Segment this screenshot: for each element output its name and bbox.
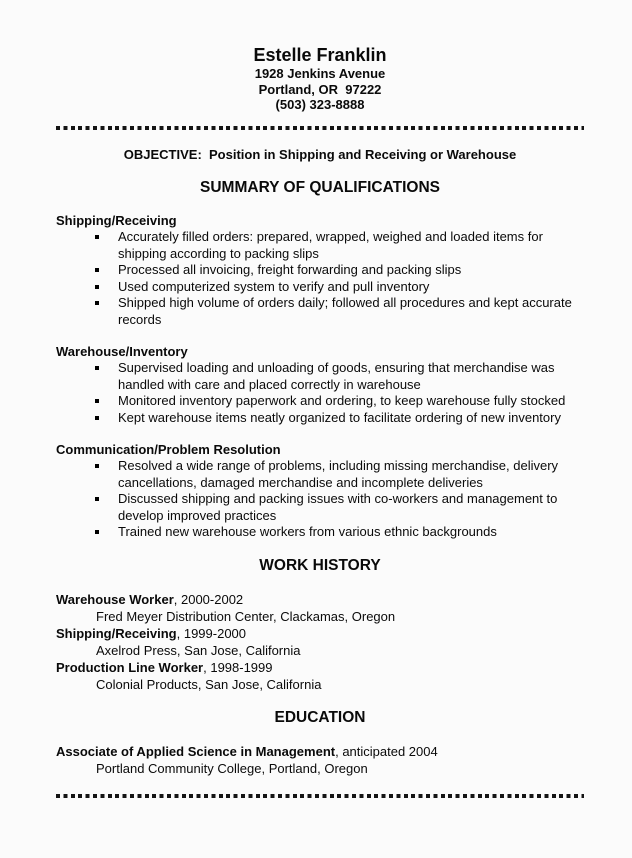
school-name: Portland Community College, Portland, Oregon xyxy=(96,760,368,776)
bullet-square-icon xyxy=(95,393,118,410)
list-item xyxy=(56,295,584,328)
bullet-square-icon xyxy=(95,295,118,328)
group-title: Shipping/Receiving xyxy=(56,213,177,228)
list-item xyxy=(56,279,584,296)
bullet-text: Shipped high volume of orders daily; followed all procedures and kept accurate records xyxy=(118,295,572,327)
list-item xyxy=(56,393,584,410)
bullet-square-icon xyxy=(95,410,118,427)
bullet-text: Used computerized system to verify and pull inventory xyxy=(118,278,430,294)
qualification-group-warehouse xyxy=(56,343,584,426)
degree-line xyxy=(56,743,584,760)
group-title: Warehouse/Inventory xyxy=(56,344,188,359)
job-entry xyxy=(56,591,584,625)
job-entry xyxy=(56,625,584,659)
address-line-2: Portland, OR 97222 xyxy=(258,81,382,97)
dotted-divider-top xyxy=(56,126,584,130)
bullet-text: Discussed shipping and packing issues with co-workers and management to develop improved practices xyxy=(118,491,558,523)
bullet-square-icon xyxy=(95,491,118,524)
bullet-text: Accurately filled orders: prepared, wrapped, weighed and loaded items for shipping according to packing slips xyxy=(118,229,543,261)
degree-name: Associate of Applied Science in Management xyxy=(56,743,336,759)
dotted-divider-bottom xyxy=(56,794,584,798)
work-history-heading: WORK HISTORY xyxy=(259,556,381,574)
job-dates: , 1999-2000 xyxy=(176,625,247,641)
qualification-group-communication xyxy=(56,441,584,541)
list-item xyxy=(56,360,584,393)
bullet-square-icon xyxy=(95,229,118,262)
list-item xyxy=(56,458,584,491)
person-name: Estelle Franklin xyxy=(253,45,387,65)
job-dates: , 2000-2002 xyxy=(173,591,244,607)
job-company: Axelrod Press, San Jose, California xyxy=(96,642,301,658)
bullet-square-icon xyxy=(95,360,118,393)
job-company: Colonial Products, San Jose, California xyxy=(96,676,322,692)
job-company: Fred Meyer Distribution Center, Clackamas, Oregon xyxy=(96,608,396,624)
job-title: Shipping/Receiving xyxy=(56,625,177,641)
bullet-square-icon xyxy=(95,524,118,541)
list-item xyxy=(56,524,584,541)
bullet-square-icon xyxy=(95,279,118,296)
bullet-text: Trained new warehouse workers from various ethnic backgrounds xyxy=(118,524,497,539)
phone-number: (503) 323-8888 xyxy=(275,97,365,112)
job-title-line xyxy=(56,625,584,642)
job-entry xyxy=(56,659,584,693)
bullet-text: Supervised loading and unloading of goods, ensuring that merchandise was handled with care and placed correctly in warehouse xyxy=(118,360,555,392)
group-title: Communication/Problem Resolution xyxy=(56,442,281,457)
bullet-text: Kept warehouse items neatly organized to facilitate ordering of new inventory xyxy=(118,409,561,425)
qualifications-heading: SUMMARY OF QUALIFICATIONS xyxy=(200,179,440,196)
qualification-group-shipping xyxy=(56,212,584,328)
objective-line: OBJECTIVE: Position in Shipping and Receiving or Warehouse xyxy=(123,146,517,162)
address-line-1: 1928 Jenkins Avenue xyxy=(254,66,386,81)
education-heading: EDUCATION xyxy=(274,708,366,726)
degree-dates: , anticipated 2004 xyxy=(335,743,438,759)
list-item xyxy=(56,491,584,524)
bullet-text: Resolved a wide range of problems, including missing merchandise, delivery cancellations, damaged merchandise and incomplete deliveries xyxy=(118,458,559,490)
list-item xyxy=(56,262,584,279)
job-title-line xyxy=(56,659,584,676)
job-title: Warehouse Worker xyxy=(56,591,174,607)
list-item xyxy=(56,229,584,262)
job-title: Production Line Worker xyxy=(56,659,204,675)
job-title-line xyxy=(56,591,584,608)
bullet-square-icon xyxy=(95,262,118,279)
job-dates: , 1998-1999 xyxy=(203,659,273,675)
education-entry xyxy=(56,743,584,777)
list-item xyxy=(56,410,584,427)
bullet-square-icon xyxy=(95,458,118,491)
work-history-list xyxy=(56,591,584,693)
bullet-text: Monitored inventory paperwork and ordering, to keep warehouse fully stocked xyxy=(118,393,566,408)
bullet-text: Processed all invoicing, freight forwarding and packing slips xyxy=(118,262,462,277)
